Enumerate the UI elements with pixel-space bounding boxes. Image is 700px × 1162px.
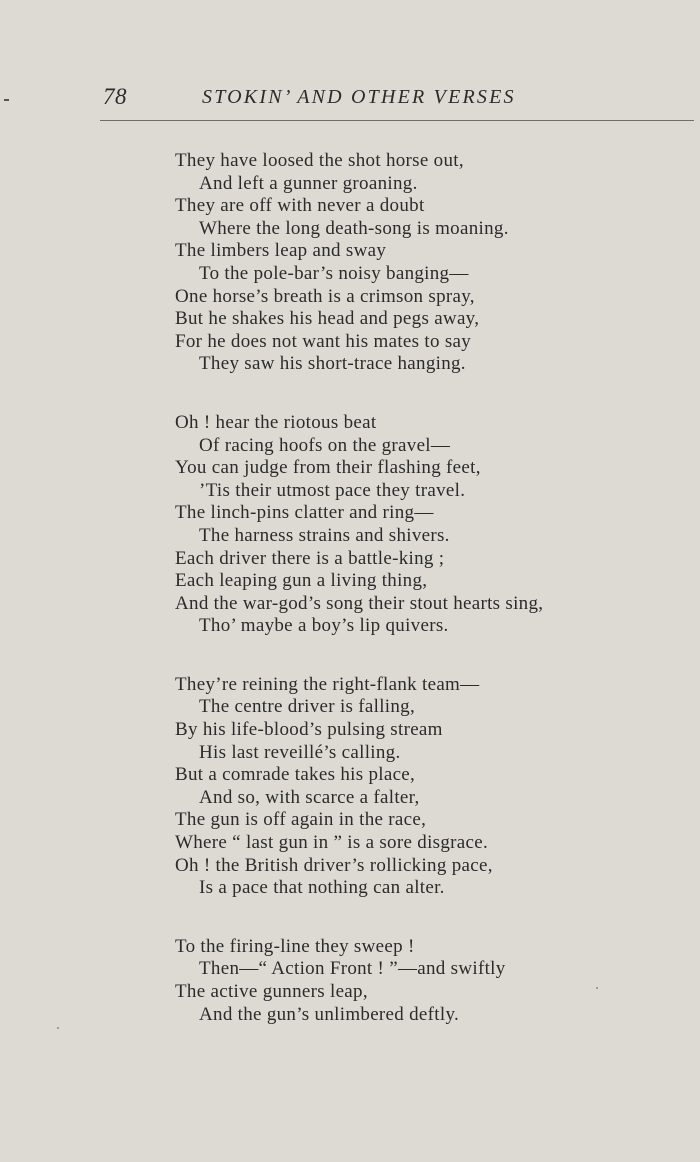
poem-line: Each leaping gun a living thing, (175, 570, 428, 592)
poem-line: Each driver there is a battle-king ; (175, 547, 445, 569)
poem-line: One horse’s breath is a crimson spray, (175, 285, 475, 307)
poem-line: The gun is off again in the race, (175, 809, 427, 831)
poem-line: But a comrade takes his place, (175, 764, 416, 786)
poem-line: For he does not want his mates to say (175, 330, 472, 352)
poem-line: Tho’ maybe a boy’s lip quivers. (199, 615, 449, 637)
poem-line: To the firing-line they sweep ! (175, 935, 415, 957)
stanza-4 (175, 936, 675, 1026)
poem-line: But he shakes his head and pegs away, (175, 308, 480, 330)
poem-line: Oh ! hear the riotous beat (175, 411, 377, 433)
poem-line: They have loosed the shot horse out, (175, 150, 464, 171)
poem-line: They saw his short-trace hanging. (199, 353, 466, 375)
poem-line: Where “ last gun in ” is a sore disgrace. (175, 832, 489, 854)
poem-line: To the pole-bar’s noisy banging— (199, 262, 469, 284)
poem-line: The harness strains and shivers. (199, 524, 450, 546)
poem-line: You can judge from their flashing feet, (175, 457, 481, 479)
page-number: 78 (103, 84, 127, 109)
poem-line: And left a gunner groaning. (199, 172, 418, 194)
running-head (0, 84, 700, 114)
poem-line: Oh ! the British driver’s rollicking pace, (175, 854, 493, 876)
poem-line: By his life-blood’s pulsing stream (175, 719, 443, 741)
stanza-3 (175, 674, 675, 900)
poem-line: ’Tis their utmost pace they travel. (199, 479, 466, 501)
stanza-2 (175, 412, 675, 638)
poem-line: Where the long death-song is moaning. (199, 217, 509, 239)
poem-line: The centre driver is falling, (199, 696, 416, 718)
poem-line: His last reveillé’s calling. (199, 741, 401, 763)
poem-line: The active gunners leap, (175, 981, 368, 1002)
paper-speck (57, 1027, 59, 1029)
stanza-1 (175, 150, 675, 376)
header-rule (100, 120, 694, 121)
running-title: STOKIN’ AND OTHER VERSES (202, 86, 516, 108)
poem-line: And the gun’s unlimbered deftly. (199, 1003, 460, 1025)
poem-line: They are off with never a doubt (175, 195, 425, 217)
poem-line: Is a pace that nothing can alter. (199, 877, 445, 899)
poem-line: And so, with scarce a falter, (199, 786, 420, 808)
poem-line: Then—“ Action Front ! ”—and swiftly (199, 958, 506, 980)
poem-body (175, 150, 675, 1062)
poem-line: They’re reining the right-flank team— (175, 673, 480, 695)
poem-line: The linch-pins clatter and ring— (175, 502, 434, 524)
poem-line: Of racing hoofs on the gravel— (199, 434, 451, 456)
poem-line: And the war-god’s song their stout hearts sing, (175, 592, 544, 614)
poem-line: The limbers leap and sway (175, 240, 387, 262)
